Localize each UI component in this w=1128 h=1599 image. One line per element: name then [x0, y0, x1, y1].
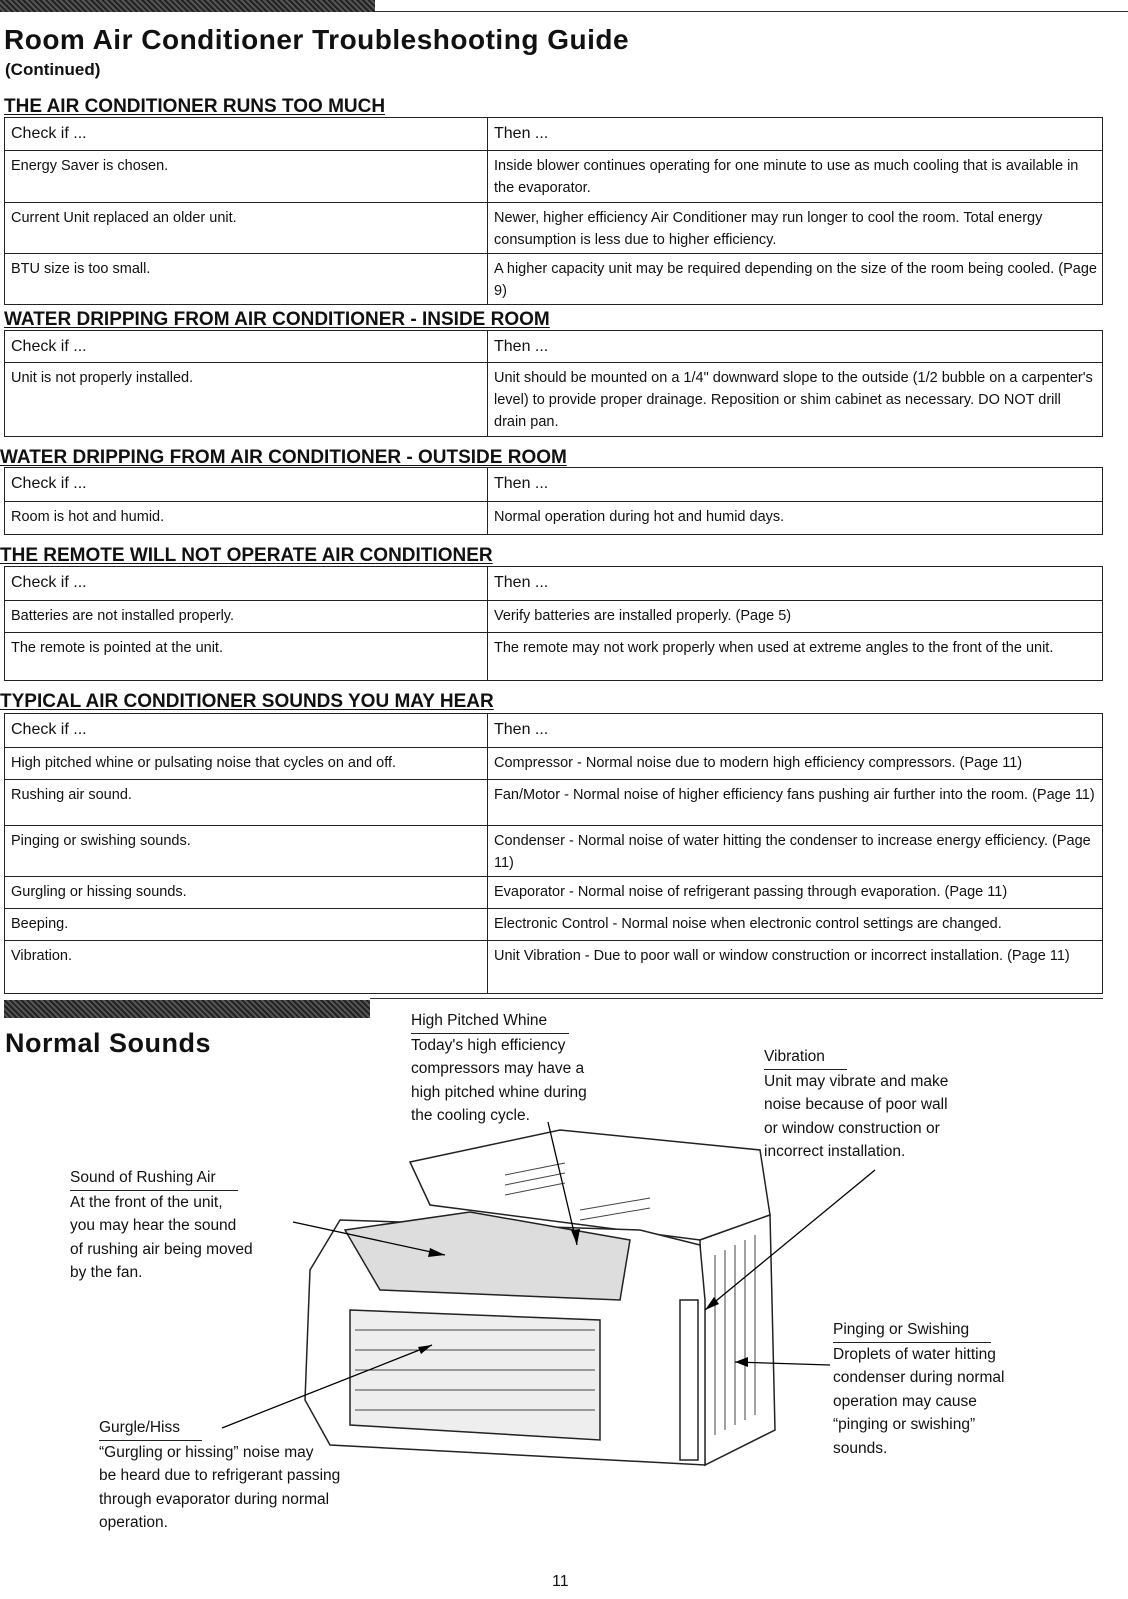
callout-line: be heard due to refrigerant passing	[99, 1467, 341, 1484]
table-header	[5, 567, 1103, 601]
callout-line: incorrect installation.	[764, 1143, 906, 1160]
table-row	[5, 633, 1103, 681]
header-check: Check if ...	[5, 468, 488, 502]
callout-line: “Gurgling or hissing” noise may	[99, 1443, 314, 1461]
table-header	[5, 118, 1103, 151]
callout-line: noise because of poor wall	[764, 1096, 948, 1113]
then-cell: Unit Vibration - Due to poor wall or window construction or incorrect installation. (Page 11)	[488, 941, 1103, 994]
callout-line: or window construction or	[764, 1119, 940, 1137]
header-check: Check if ...	[5, 118, 488, 151]
table-row	[5, 941, 1103, 994]
callout-line: At the front of the unit,	[70, 1193, 223, 1211]
callout-line: of rushing air being moved	[70, 1240, 253, 1258]
troubleshooting-table	[4, 330, 1103, 437]
callout-line: condenser during normal	[833, 1369, 1005, 1386]
callout-line: sounds.	[833, 1439, 888, 1457]
then-cell: Newer, higher efficiency Air Conditioner may run longer to cool the room. Total energy consumption is less due to higher efficiency.	[488, 203, 1103, 254]
callout-line: Droplets of water hitting	[833, 1345, 996, 1363]
section-heading: THE REMOTE WILL NOT OPERATE AIR CONDITIONER	[0, 545, 493, 566]
callout-title: Gurgle/Hiss	[99, 1416, 202, 1441]
table-row	[5, 151, 1103, 203]
callout-rushing-air	[70, 1166, 253, 1285]
section-rule	[370, 998, 1103, 999]
callout-line: through evaporator during normal	[99, 1490, 330, 1508]
callout-line: the cooling cycle.	[411, 1107, 530, 1124]
header-check: Check if ...	[5, 331, 488, 363]
check-cell: Current Unit replaced an older unit.	[5, 203, 488, 254]
check-cell: The remote is pointed at the unit.	[5, 633, 488, 681]
callout-title: Vibration	[764, 1045, 847, 1070]
check-cell: Unit is not properly installed.	[5, 363, 488, 437]
section-heading: TYPICAL AIR CONDITIONER SOUNDS YOU MAY HEAR	[0, 691, 494, 712]
then-cell: A higher capacity unit may be required depending on the size of the room being cooled. (Page 9)	[488, 254, 1103, 305]
table-row	[5, 877, 1103, 909]
check-cell: High pitched whine or pulsating noise that cycles on and off.	[5, 748, 488, 780]
check-cell: BTU size is too small.	[5, 254, 488, 305]
callout-line: you may hear the sound	[70, 1217, 237, 1234]
header-then: Then ...	[488, 468, 1103, 502]
callout-line: compressors may have a	[411, 1060, 585, 1077]
check-cell: Energy Saver is chosen.	[5, 151, 488, 203]
table-header	[5, 331, 1103, 363]
callout-high-pitched-whine	[411, 1009, 587, 1128]
troubleshooting-table	[4, 713, 1103, 994]
table-row	[5, 909, 1103, 941]
header-then: Then ...	[488, 567, 1103, 601]
header-then: Then ...	[488, 714, 1103, 748]
then-cell: Inside blower continues operating for one minute to use as much cooling that is available in the evaporator.	[488, 151, 1103, 203]
table-row	[5, 748, 1103, 780]
check-cell: Gurgling or hissing sounds.	[5, 877, 488, 909]
table-row	[5, 363, 1103, 437]
callout-line: “pinging or swishing”	[833, 1416, 976, 1433]
callout-gurgle-hiss	[99, 1416, 340, 1535]
then-cell: Fan/Motor - Normal noise of higher efficiency fans pushing air further into the room. (Page 11)	[488, 780, 1103, 826]
callout-title: Pinging or Swishing	[833, 1318, 991, 1343]
header-rule	[375, 11, 1128, 12]
then-cell: Electronic Control - Normal noise when electronic control settings are changed.	[488, 909, 1103, 941]
callout-title: Sound of Rushing Air	[70, 1166, 238, 1191]
check-cell: Pinging or swishing sounds.	[5, 826, 488, 877]
section-heading: WATER DRIPPING FROM AIR CONDITIONER - INSIDE ROOM	[4, 309, 550, 330]
header-check: Check if ...	[5, 714, 488, 748]
table-header	[5, 714, 1103, 748]
then-cell: Condenser - Normal noise of water hitting the condenser to increase energy efficiency. (Page 11)	[488, 826, 1103, 877]
check-cell: Room is hot and humid.	[5, 502, 488, 535]
callout-vibration	[764, 1045, 948, 1164]
header-then: Then ...	[488, 118, 1103, 151]
callout-line: operation.	[99, 1514, 168, 1531]
callout-line: operation may cause	[833, 1392, 977, 1410]
header-check: Check if ...	[5, 567, 488, 601]
callout-line: high pitched whine during	[411, 1083, 587, 1101]
callout-line: Unit may vibrate and make	[764, 1072, 949, 1090]
table-row	[5, 254, 1103, 305]
table-row	[5, 502, 1103, 535]
section-heading: THE AIR CONDITIONER RUNS TOO MUCH	[4, 96, 386, 117]
callout-line: Today's high efficiency	[411, 1036, 566, 1054]
callout-pinging	[833, 1318, 1004, 1460]
page-title: Room Air Conditioner Troubleshooting Guide	[4, 24, 630, 55]
then-cell: Unit should be mounted on a 1/4" downward slope to the outside (1/2 bubble on a carpenter's level) to provide proper drainage. Reposition or shim cabinet as necessary. DO NOT drill drain pan.	[488, 363, 1103, 437]
normal-sounds-title: Normal Sounds	[5, 1028, 212, 1058]
troubleshooting-table	[4, 117, 1103, 305]
callout-title: High Pitched Whine	[411, 1009, 569, 1034]
callout-line: by the fan.	[70, 1264, 143, 1281]
table-header	[5, 468, 1103, 502]
unit-side	[700, 1215, 775, 1465]
then-cell: Normal operation during hot and humid days.	[488, 502, 1103, 535]
section-bar	[4, 1000, 370, 1018]
header-bar	[0, 0, 375, 12]
check-cell: Beeping.	[5, 909, 488, 941]
section-heading: WATER DRIPPING FROM AIR CONDITIONER - OUTSIDE ROOM	[0, 447, 567, 468]
then-cell: Evaporator - Normal noise of refrigerant passing through evaporation. (Page 11)	[488, 877, 1103, 909]
troubleshooting-table	[4, 467, 1103, 535]
mounting-rail	[680, 1300, 698, 1460]
page-number: 11	[552, 1573, 569, 1590]
troubleshooting-table	[4, 566, 1103, 681]
table-row	[5, 601, 1103, 633]
then-cell: The remote may not work properly when used at extreme angles to the front of the unit.	[488, 633, 1103, 681]
check-cell: Vibration.	[5, 941, 488, 994]
table-row	[5, 826, 1103, 877]
header-then: Then ...	[488, 331, 1103, 363]
table-row	[5, 780, 1103, 826]
then-cell: Compressor - Normal noise due to modern high efficiency compressors. (Page 11)	[488, 748, 1103, 780]
check-cell: Rushing air sound.	[5, 780, 488, 826]
then-cell: Verify batteries are installed properly. (Page 5)	[488, 601, 1103, 633]
table-row	[5, 203, 1103, 254]
check-cell: Batteries are not installed properly.	[5, 601, 488, 633]
page-subtitle: (Continued)	[5, 60, 101, 79]
